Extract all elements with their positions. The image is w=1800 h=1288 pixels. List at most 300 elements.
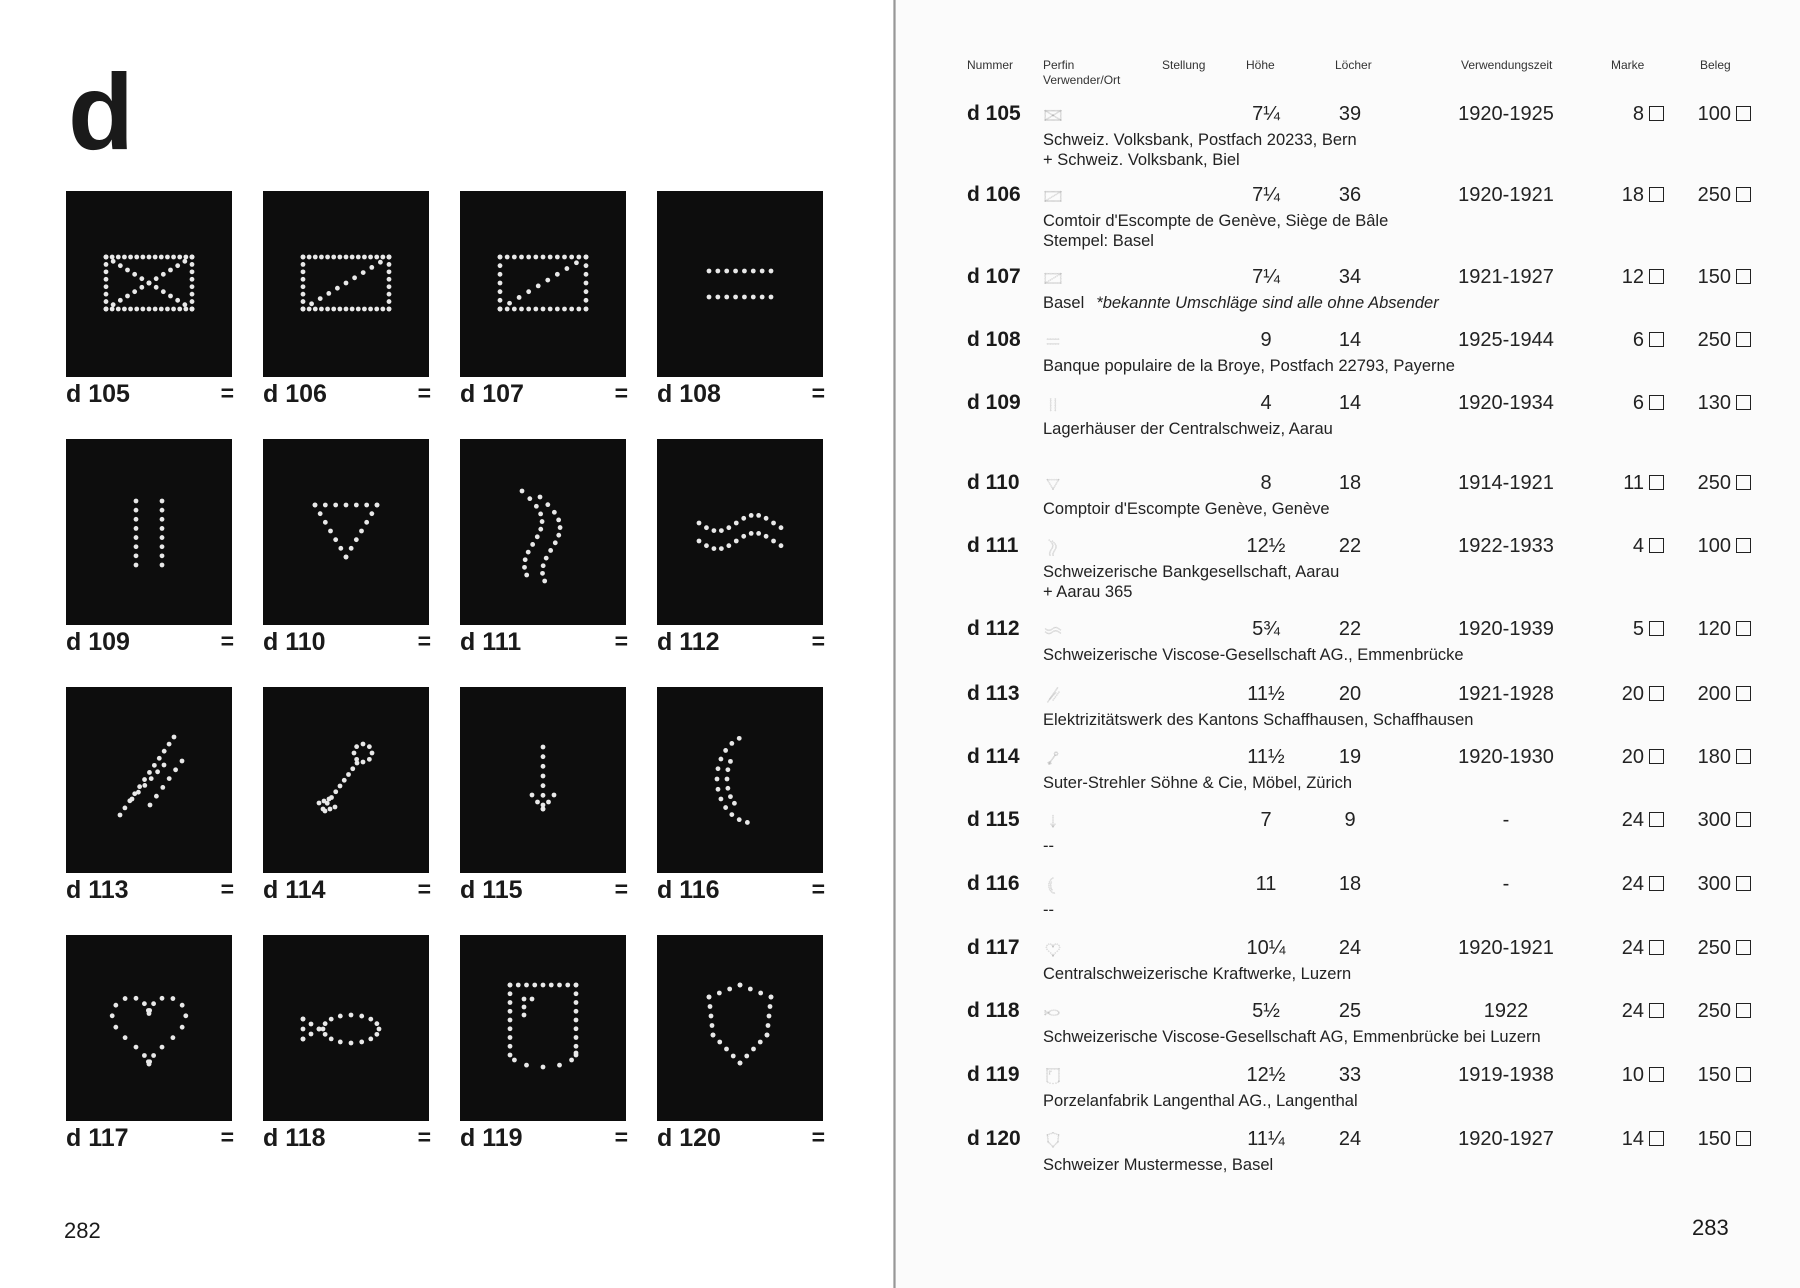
marke-checkbox[interactable] [1649, 621, 1664, 636]
entry-number: d 116 [967, 872, 1020, 895]
perfin-stamp-image [657, 687, 823, 873]
entry-number: d 114 [967, 745, 1020, 768]
perfin-stamp-image [66, 687, 232, 873]
envelope-flap-perfin-icon [263, 191, 429, 377]
entry-marke-cell [1586, 392, 1664, 415]
entry-perfin-thumbnail [1042, 876, 1064, 894]
entry-beleg: 250 [1697, 937, 1731, 959]
entry-user: -- [1043, 901, 1054, 919]
entry-user: Schweizerische Viscose-Gesellschaft AG, Emmenbrücke bei Luzern [1043, 1028, 1541, 1046]
entry-loecher: 18 [1338, 472, 1362, 494]
perfin-caption-equals: = [614, 628, 628, 654]
entry-beleg: 300 [1697, 873, 1731, 895]
entry-hoehe: 10¼ [1246, 937, 1286, 959]
entry-user-description [1043, 1091, 1358, 1111]
entry-verwendungszeit: 1921-1927 [1458, 266, 1554, 288]
entry-hoehe: 9 [1260, 329, 1272, 351]
entry-user-description [1043, 419, 1333, 439]
entry-user: Porzelanfabrik Langenthal AG., Langenthal [1043, 1092, 1358, 1110]
page-number-left: 282 [64, 1218, 101, 1243]
beleg-checkbox[interactable] [1736, 1067, 1751, 1082]
wavy-double-line-perfin-icon [460, 439, 626, 625]
entry-loecher: 22 [1338, 535, 1362, 557]
entry-beleg: 200 [1697, 683, 1731, 705]
perfin-image-cell [66, 687, 234, 907]
perfin-caption-number: d 115 [460, 876, 523, 904]
entry-verwendungszeit: 1920-1925 [1458, 103, 1554, 125]
entry-user-line [1043, 1091, 1358, 1111]
entry-user: Schweizerische Viscose-Gesellschaft AG., Emmenbrücke [1043, 646, 1464, 664]
perfin-caption-number: d 114 [263, 876, 326, 904]
entry-perfin-thumbnail [1042, 686, 1064, 704]
entry-verwendungszeit: 1920-1930 [1458, 746, 1554, 768]
entry-marke-cell [1586, 746, 1664, 769]
perfin-caption-number: d 120 [657, 1124, 721, 1152]
perfin-caption-equals: = [417, 1124, 431, 1150]
entry-beleg: 250 [1697, 472, 1731, 494]
perfin-caption-equals: = [220, 1124, 234, 1150]
perfin-caption-equals: = [220, 628, 234, 654]
entry-verwendungszeit: 1922-1933 [1458, 535, 1554, 557]
envelope-x-perfin-icon [66, 191, 232, 377]
entry-number: d 117 [967, 936, 1020, 959]
entry-number: d 107 [967, 265, 1021, 288]
entry-user: Comtoir d'Escompte de Genève, Siège de Bâle [1043, 212, 1389, 230]
marke-checkbox[interactable] [1649, 538, 1664, 553]
perfin-stamp-image [460, 439, 626, 625]
entry-loecher: 36 [1338, 184, 1362, 206]
marke-checkbox[interactable] [1649, 269, 1664, 284]
perfin-image-cell [263, 191, 431, 411]
entry-beleg-cell [1666, 329, 1751, 352]
entry-beleg: 250 [1697, 1000, 1731, 1022]
marke-checkbox[interactable] [1649, 1003, 1664, 1018]
entry-number: d 105 [967, 102, 1021, 125]
entry-perfin-thumbnail [1042, 395, 1064, 413]
entry-marke-cell [1586, 1000, 1664, 1023]
entry-number: d 120 [967, 1127, 1021, 1150]
perfin-image-cell [460, 439, 628, 659]
entry-perfin-thumbnail [1042, 812, 1064, 830]
entry-verwendungszeit: - [1502, 873, 1510, 895]
entry-verwendungszeit: - [1502, 809, 1510, 831]
entry-marke: 8 [1632, 103, 1644, 125]
entry-marke: 24 [1621, 809, 1644, 831]
entry-user-description [1043, 710, 1473, 730]
entry-number: d 110 [967, 471, 1020, 494]
marke-checkbox[interactable] [1649, 332, 1664, 347]
entry-hoehe: 11½ [1247, 746, 1285, 768]
triangle-perfin-icon [1042, 475, 1064, 493]
entry-marke-cell [1586, 683, 1664, 706]
entry-marke-cell [1586, 266, 1664, 289]
equals-perfin-icon [1042, 332, 1064, 350]
entry-beleg: 150 [1697, 1064, 1731, 1086]
entry-user-description [1043, 130, 1357, 170]
crescent-perfin-icon [657, 687, 823, 873]
beleg-checkbox[interactable] [1736, 269, 1751, 284]
beleg-checkbox[interactable] [1736, 332, 1751, 347]
crescent-perfin-icon [1042, 876, 1064, 894]
entry-hoehe: 11 [1255, 873, 1277, 895]
perfin-caption-number: d 108 [657, 380, 721, 408]
marke-checkbox[interactable] [1649, 686, 1664, 701]
entry-loecher: 18 [1338, 873, 1362, 895]
entry-user: Suter-Strehler Söhne & Cie, Möbel, Zürich [1043, 774, 1353, 792]
entry-beleg: 180 [1697, 746, 1731, 768]
marke-checkbox[interactable] [1649, 106, 1664, 121]
entry-number: d 119 [967, 1063, 1020, 1086]
entry-user-line [1043, 130, 1357, 150]
entry-user: Banque populaire de la Broye, Postfach 22793, Payerne [1043, 357, 1455, 375]
entry-loecher: 33 [1338, 1064, 1362, 1086]
entry-beleg-cell [1666, 1064, 1751, 1087]
entry-beleg: 100 [1697, 103, 1731, 125]
perfin-image-cell [263, 687, 431, 907]
entry-user-description [1043, 900, 1054, 920]
heart-perfin-icon [66, 935, 232, 1121]
entry-verwendungszeit: 1921-1928 [1458, 683, 1554, 705]
perfin-caption-number: d 110 [263, 628, 326, 656]
entry-user-description [1043, 211, 1388, 251]
vase-perfin-icon [460, 935, 626, 1121]
perfin-stamp-image [460, 191, 626, 377]
marke-checkbox[interactable] [1649, 940, 1664, 955]
key-perfin-icon [1042, 749, 1064, 767]
entry-number: d 109 [967, 391, 1021, 414]
section-letter: d [68, 51, 134, 172]
entry-marke: 5 [1632, 618, 1644, 640]
perfin-stamp-image [263, 687, 429, 873]
entry-perfin-thumbnail [1042, 475, 1064, 493]
entry-beleg: 250 [1697, 329, 1731, 351]
beleg-checkbox[interactable] [1736, 876, 1751, 891]
perfin-stamp-image [66, 439, 232, 625]
entry-user: Centralschweizerische Kraftwerke, Luzern [1043, 965, 1352, 983]
beleg-checkbox[interactable] [1736, 475, 1751, 490]
beleg-checkbox[interactable] [1736, 940, 1751, 955]
entry-perfin-thumbnail [1042, 940, 1064, 958]
entry-marke-cell [1586, 809, 1664, 832]
perfin-image-cell [657, 191, 825, 411]
fish-perfin-icon [263, 935, 429, 1121]
entry-user-description [1043, 1155, 1273, 1175]
entry-verwendungszeit: 1919-1938 [1458, 1064, 1554, 1086]
perfin-caption-number: d 109 [66, 628, 130, 656]
perfin-image-cell [66, 935, 234, 1155]
entry-beleg-cell [1666, 809, 1751, 832]
entry-marke: 6 [1632, 329, 1644, 351]
entry-marke: 20 [1621, 683, 1644, 705]
perfin-image-cell [460, 935, 628, 1155]
perfin-stamp-image [66, 191, 232, 377]
entry-beleg-cell [1666, 1128, 1751, 1151]
entry-perfin-thumbnail [1042, 749, 1064, 767]
entry-user-description [1043, 773, 1352, 793]
entry-verwendungszeit: 1920-1939 [1458, 618, 1554, 640]
arrow-down-perfin-icon [460, 687, 626, 873]
beleg-checkbox[interactable] [1736, 538, 1751, 553]
entry-user: Elektrizitätswerk des Kantons Schaffhausen, Schaffhausen [1043, 711, 1474, 729]
beleg-checkbox[interactable] [1736, 749, 1751, 764]
entry-user-line [1043, 836, 1054, 856]
entry-beleg-cell [1666, 618, 1751, 641]
entry-beleg-cell [1666, 873, 1751, 896]
entry-verwendungszeit: 1922 [1483, 1000, 1529, 1022]
entry-marke-cell [1586, 103, 1664, 126]
perfin-caption-equals: = [811, 1124, 825, 1150]
perfin-caption-equals: = [417, 380, 431, 406]
entry-marke: 24 [1621, 937, 1644, 959]
perfin-caption-number: d 107 [460, 380, 524, 408]
entry-user-description [1043, 964, 1351, 984]
entry-user-description [1043, 356, 1455, 376]
entry-marke-cell [1586, 184, 1664, 207]
perfin-stamp-image [657, 439, 823, 625]
perfin-image-cell [263, 439, 431, 659]
header-loecher: Löcher [1335, 58, 1372, 72]
perfin-stamp-image [263, 439, 429, 625]
double-bar-perfin-icon [1042, 395, 1064, 413]
entry-number: d 111 [967, 534, 1019, 557]
entry-verwendungszeit: 1920-1921 [1458, 937, 1554, 959]
marke-checkbox[interactable] [1649, 475, 1664, 490]
entry-marke: 11 [1623, 472, 1644, 494]
header-beleg: Beleg [1700, 58, 1731, 72]
wavy-double-line-perfin-icon [1042, 538, 1064, 556]
entry-hoehe: 8 [1260, 472, 1272, 494]
entry-hoehe: 7¼ [1252, 103, 1280, 125]
entry-loecher: 24 [1338, 937, 1362, 959]
entry-number: d 118 [967, 999, 1020, 1022]
double-wave-perfin-icon [1042, 621, 1064, 639]
fish-perfin-icon [1042, 1003, 1064, 1021]
entry-perfin-thumbnail [1042, 538, 1064, 556]
entry-marke: 4 [1632, 535, 1644, 557]
beleg-checkbox[interactable] [1736, 106, 1751, 121]
entry-beleg-cell [1666, 937, 1751, 960]
entry-hoehe: 7 [1260, 809, 1272, 831]
perfin-caption-number: d 106 [263, 380, 327, 408]
entry-user-line [1043, 1155, 1273, 1175]
entry-beleg: 130 [1697, 392, 1731, 414]
entry-user-line [1043, 562, 1339, 582]
marke-checkbox[interactable] [1649, 812, 1664, 827]
perfin-caption-number: d 105 [66, 380, 130, 408]
header-stellung: Stellung [1162, 58, 1206, 72]
perfin-stamp-image [657, 935, 823, 1121]
entry-beleg: 250 [1697, 184, 1731, 206]
entry-hoehe: 12½ [1246, 1064, 1286, 1086]
entry-marke-cell [1586, 535, 1664, 558]
entry-number: d 106 [967, 183, 1021, 206]
entry-hoehe: 4 [1260, 392, 1272, 414]
entry-user: Comptoir d'Escompte Genève, Genève [1043, 500, 1330, 518]
equals-perfin-icon [657, 191, 823, 377]
entry-number: d 113 [967, 682, 1020, 705]
entry-user-line-2: Stempel: Basel [1043, 232, 1154, 250]
header-verwendungszeit: Verwendungszeit [1461, 58, 1553, 72]
marke-checkbox[interactable] [1649, 1067, 1664, 1082]
entry-verwendungszeit: 1914-1921 [1458, 472, 1554, 494]
envelope-flap-perfin-icon [1042, 187, 1064, 205]
marke-checkbox[interactable] [1649, 187, 1664, 202]
entry-user-line [1043, 1027, 1541, 1047]
perfin-image-cell [66, 439, 234, 659]
perfin-caption-equals: = [417, 876, 431, 902]
entry-verwendungszeit: 1920-1921 [1458, 184, 1554, 206]
entry-beleg: 150 [1697, 266, 1731, 288]
entry-verwendungszeit: 1920-1927 [1458, 1128, 1554, 1150]
perfin-caption-equals: = [614, 876, 628, 902]
entry-beleg: 150 [1697, 1128, 1731, 1150]
entry-hoehe: 11½ [1247, 683, 1285, 705]
beleg-checkbox[interactable] [1736, 812, 1751, 827]
entry-user-description [1043, 499, 1330, 519]
entry-user-line [1043, 419, 1333, 439]
perfin-stamp-image [657, 191, 823, 377]
perfin-stamp-image [263, 935, 429, 1121]
entry-user: Schweiz. Volksbank, Postfach 20233, Bern [1043, 131, 1357, 149]
entry-marke-cell [1586, 937, 1664, 960]
entry-number: d 108 [967, 328, 1021, 351]
entry-hoehe: 5¾ [1252, 618, 1280, 640]
entry-beleg-cell [1666, 472, 1751, 495]
shield-perfin-icon [657, 935, 823, 1121]
entry-user-line [1043, 211, 1388, 231]
entry-user-line [1043, 964, 1351, 984]
right-page [896, 0, 1800, 1288]
perfin-caption-equals: = [220, 380, 234, 406]
perfin-caption-equals: = [811, 628, 825, 654]
perfin-caption-equals: = [417, 628, 431, 654]
envelope-diagonal-perfin-icon [460, 191, 626, 377]
entry-user-line-2: + Aarau 365 [1043, 583, 1133, 601]
entry-user: -- [1043, 837, 1054, 855]
perfin-image-cell [263, 935, 431, 1155]
perfin-image-cell [460, 687, 628, 907]
perfin-image-cell [657, 935, 825, 1155]
entry-user-description [1043, 293, 1439, 313]
key-perfin-icon [263, 687, 429, 873]
entry-marke: 24 [1621, 1000, 1644, 1022]
entry-user-line-2: + Schweiz. Volksbank, Biel [1043, 151, 1240, 169]
entry-user-description [1043, 1027, 1541, 1047]
perfin-image-cell [657, 687, 825, 907]
entry-loecher: 19 [1338, 746, 1362, 768]
entry-marke: 12 [1621, 266, 1644, 288]
header-hoehe: Höhe [1246, 58, 1275, 72]
perfin-stamp-image [66, 935, 232, 1121]
perfin-caption-equals: = [811, 380, 825, 406]
beleg-checkbox[interactable] [1736, 1131, 1751, 1146]
perfin-stamp-image [460, 687, 626, 873]
marke-checkbox[interactable] [1649, 395, 1664, 410]
beleg-checkbox[interactable] [1736, 1003, 1751, 1018]
entry-perfin-thumbnail [1042, 187, 1064, 205]
entry-perfin-thumbnail [1042, 1003, 1064, 1021]
entry-marke: 18 [1621, 184, 1644, 206]
entry-user: Schweizerische Bankgesellschaft, Aarau [1043, 563, 1340, 581]
entry-beleg: 100 [1697, 535, 1731, 557]
entry-user: Schweizer Mustermesse, Basel [1043, 1156, 1274, 1174]
header-perfin [1043, 58, 1120, 88]
entry-user-description [1043, 836, 1054, 856]
entry-verwendungszeit: 1920-1934 [1458, 392, 1554, 414]
entry-loecher: 14 [1338, 392, 1362, 414]
entry-user-description [1043, 645, 1464, 665]
marke-checkbox[interactable] [1649, 1131, 1664, 1146]
marke-checkbox[interactable] [1649, 749, 1664, 764]
entry-perfin-thumbnail [1042, 269, 1064, 287]
beleg-checkbox[interactable] [1736, 187, 1751, 202]
entry-note: *bekannte Umschläge sind alle ohne Absender [1096, 294, 1439, 312]
entry-user-line [1043, 499, 1330, 519]
entry-loecher: 34 [1338, 266, 1362, 288]
perfin-image-cell [66, 191, 234, 411]
envelope-diagonal-perfin-icon [1042, 269, 1064, 287]
header-nummer: Nummer [967, 58, 1014, 72]
entry-marke: 14 [1621, 1128, 1644, 1150]
lightning-perfin-icon [1042, 686, 1064, 704]
arrow-down-perfin-icon [1042, 812, 1064, 830]
envelope-x-perfin-icon [1042, 106, 1064, 124]
entry-number: d 115 [967, 808, 1020, 831]
entry-loecher: 20 [1338, 683, 1362, 705]
perfin-image-cell [460, 191, 628, 411]
beleg-checkbox[interactable] [1736, 395, 1751, 410]
entry-marke-cell [1586, 1128, 1664, 1151]
marke-checkbox[interactable] [1649, 876, 1664, 891]
perfin-caption-equals: = [614, 380, 628, 406]
entry-marke-cell [1586, 618, 1664, 641]
entry-hoehe: 7¼ [1252, 266, 1280, 288]
perfin-caption-number: d 116 [657, 876, 720, 904]
entry-marke-cell [1586, 329, 1664, 352]
entry-loecher: 9 [1344, 809, 1356, 831]
entry-perfin-thumbnail [1042, 621, 1064, 639]
entry-beleg-cell [1666, 683, 1751, 706]
entry-marke-cell [1586, 1064, 1664, 1087]
beleg-checkbox[interactable] [1736, 621, 1751, 636]
perfin-stamp-image [263, 191, 429, 377]
entry-beleg-cell [1666, 746, 1751, 769]
entry-user-line [1043, 710, 1473, 730]
entry-perfin-thumbnail [1042, 106, 1064, 124]
entry-beleg-cell [1666, 392, 1751, 415]
double-bar-perfin-icon [66, 439, 232, 625]
entry-hoehe: 7¼ [1252, 184, 1280, 206]
shield-perfin-icon [1042, 1131, 1064, 1149]
perfin-caption-number: d 113 [66, 876, 129, 904]
entry-hoehe: 5½ [1252, 1000, 1280, 1022]
entry-loecher: 22 [1338, 618, 1362, 640]
entry-loecher: 14 [1338, 329, 1362, 351]
entry-beleg-cell [1666, 535, 1751, 558]
header-perfin-label: Perfin [1043, 58, 1075, 72]
perfin-caption-number: d 118 [263, 1124, 326, 1152]
entry-user-line [1043, 293, 1439, 313]
entry-verwendungszeit: 1925-1944 [1458, 329, 1554, 351]
perfin-caption-number: d 111 [460, 628, 522, 656]
entry-marke: 10 [1621, 1064, 1644, 1086]
entry-user: Basel [1043, 294, 1085, 312]
entry-marke: 20 [1621, 746, 1644, 768]
perfin-caption-equals: = [614, 1124, 628, 1150]
beleg-checkbox[interactable] [1736, 686, 1751, 701]
triangle-perfin-icon [263, 439, 429, 625]
perfin-stamp-image [460, 935, 626, 1121]
